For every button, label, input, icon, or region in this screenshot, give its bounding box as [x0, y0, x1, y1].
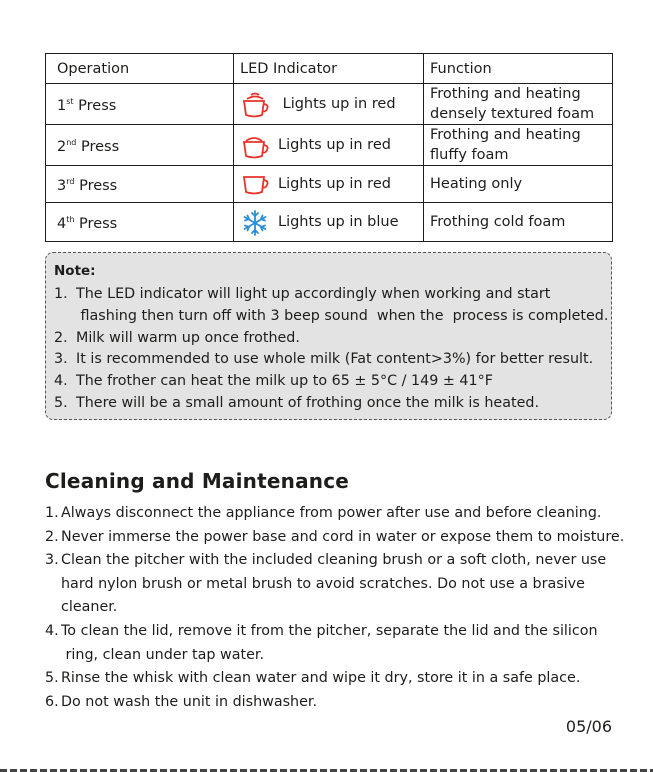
list-line: flashing then turn off with 3 beep sound when the process is completed.: [76, 307, 609, 324]
cleaning-list: [45, 502, 645, 714]
function-line: fluffy foam: [430, 147, 509, 163]
function-line: densely textured foam: [430, 106, 595, 122]
list-line: The LED indicator will light up accordingly when working and start: [76, 286, 551, 302]
cup-heat-dense-icon: [240, 91, 270, 117]
header-operation: Operation: [46, 54, 234, 84]
list-number: 5.: [45, 670, 59, 687]
list-line: Rinse the whisk with clean water and wipe it dry, store it in a safe place.: [61, 670, 581, 687]
list-line: There will be a small amount of frothing once the milk is heated.: [76, 394, 540, 411]
function-cell: [424, 166, 613, 203]
list-line: To clean the lid, remove it from the pitcher, separate the lid and the silicon: [61, 622, 598, 639]
list-item: [45, 667, 645, 691]
list-item: [45, 526, 645, 550]
list-number: 2.: [45, 528, 59, 545]
list-line: Milk will warm up once frothed.: [76, 329, 300, 346]
operation-cell: 1st Press: [46, 84, 234, 125]
cup-heat-fluffy-icon: [240, 132, 270, 158]
list-number: 1.: [45, 505, 59, 521]
page-number: 05/06: [565, 717, 612, 736]
snowflake-icon: [240, 209, 270, 235]
list-line: Never immerse the power base and cord in water or expose them to moisture.: [61, 528, 625, 545]
list-number: 4.: [54, 373, 68, 390]
list-item: [54, 393, 605, 415]
led-cell: [234, 125, 424, 166]
table-header-row: [46, 54, 613, 84]
list-line: Clean the pitcher with the included cleaning brush or a soft cloth, never use: [61, 552, 607, 569]
list-line: ring, clean under tap water.: [61, 646, 264, 663]
led-text: Lights up in blue: [278, 214, 399, 230]
note-list: [54, 284, 609, 415]
list-item: [54, 284, 609, 328]
function-line: Frothing cold foam: [430, 214, 566, 230]
table-row: [46, 166, 613, 203]
operation-cell: 3rd Press: [46, 166, 234, 203]
list-item: [54, 349, 605, 371]
list-line: Always disconnect the appliance from power after use and before cleaning.: [61, 505, 602, 521]
function-line: Heating only: [430, 176, 523, 192]
list-number: 3.: [45, 552, 59, 569]
list-line: cleaner.: [61, 599, 118, 616]
operation-cell: 4th Press: [46, 203, 234, 242]
function-line: Frothing and heating: [430, 86, 581, 102]
led-cell: [234, 166, 424, 203]
header-function: Function: [424, 54, 613, 84]
list-line: hard nylon brush or metal brush to avoid scratches. Do not use a brasive: [61, 575, 585, 592]
led-cell: [234, 203, 424, 242]
operation-table: [45, 53, 613, 242]
led-text: Lights up in red: [278, 137, 391, 153]
led-cell: [234, 84, 424, 125]
list-line: The frother can heat the milk up to 65 ± 5°C / 149 ± 41°F: [76, 373, 493, 390]
function-cell: [424, 203, 613, 242]
function-line: Frothing and heating: [430, 127, 581, 143]
list-number: 3.: [54, 351, 68, 368]
list-number: 6.: [45, 693, 59, 710]
list-item: [45, 620, 645, 667]
list-number: 1.: [54, 286, 68, 302]
list-item: [45, 549, 645, 620]
function-cell: [424, 125, 613, 166]
table-row: [46, 84, 613, 125]
operation-cell: 2nd Press: [46, 125, 234, 166]
function-cell: [424, 84, 613, 125]
list-line: Do not wash the unit in dishwasher.: [61, 693, 318, 710]
list-item: [54, 371, 605, 393]
note-box: [45, 252, 612, 420]
list-number: 4.: [45, 622, 59, 639]
list-number: 2.: [54, 329, 68, 346]
cup-heat-icon: [240, 171, 270, 197]
list-number: 5.: [54, 394, 68, 411]
note-title: Note:: [54, 263, 96, 279]
led-text: Lights up in red: [278, 96, 396, 112]
header-led-indicator: LED Indicator: [234, 54, 424, 84]
table-row: [46, 125, 613, 166]
list-line: It is recommended to use whole milk (Fat content>3%) for better result.: [76, 351, 594, 368]
section-title: Cleaning and Maintenance: [45, 469, 350, 493]
table-row: [46, 203, 613, 242]
led-text: Lights up in red: [278, 176, 391, 192]
list-item: [54, 328, 605, 350]
list-item: [45, 502, 645, 526]
list-item: [45, 691, 645, 715]
